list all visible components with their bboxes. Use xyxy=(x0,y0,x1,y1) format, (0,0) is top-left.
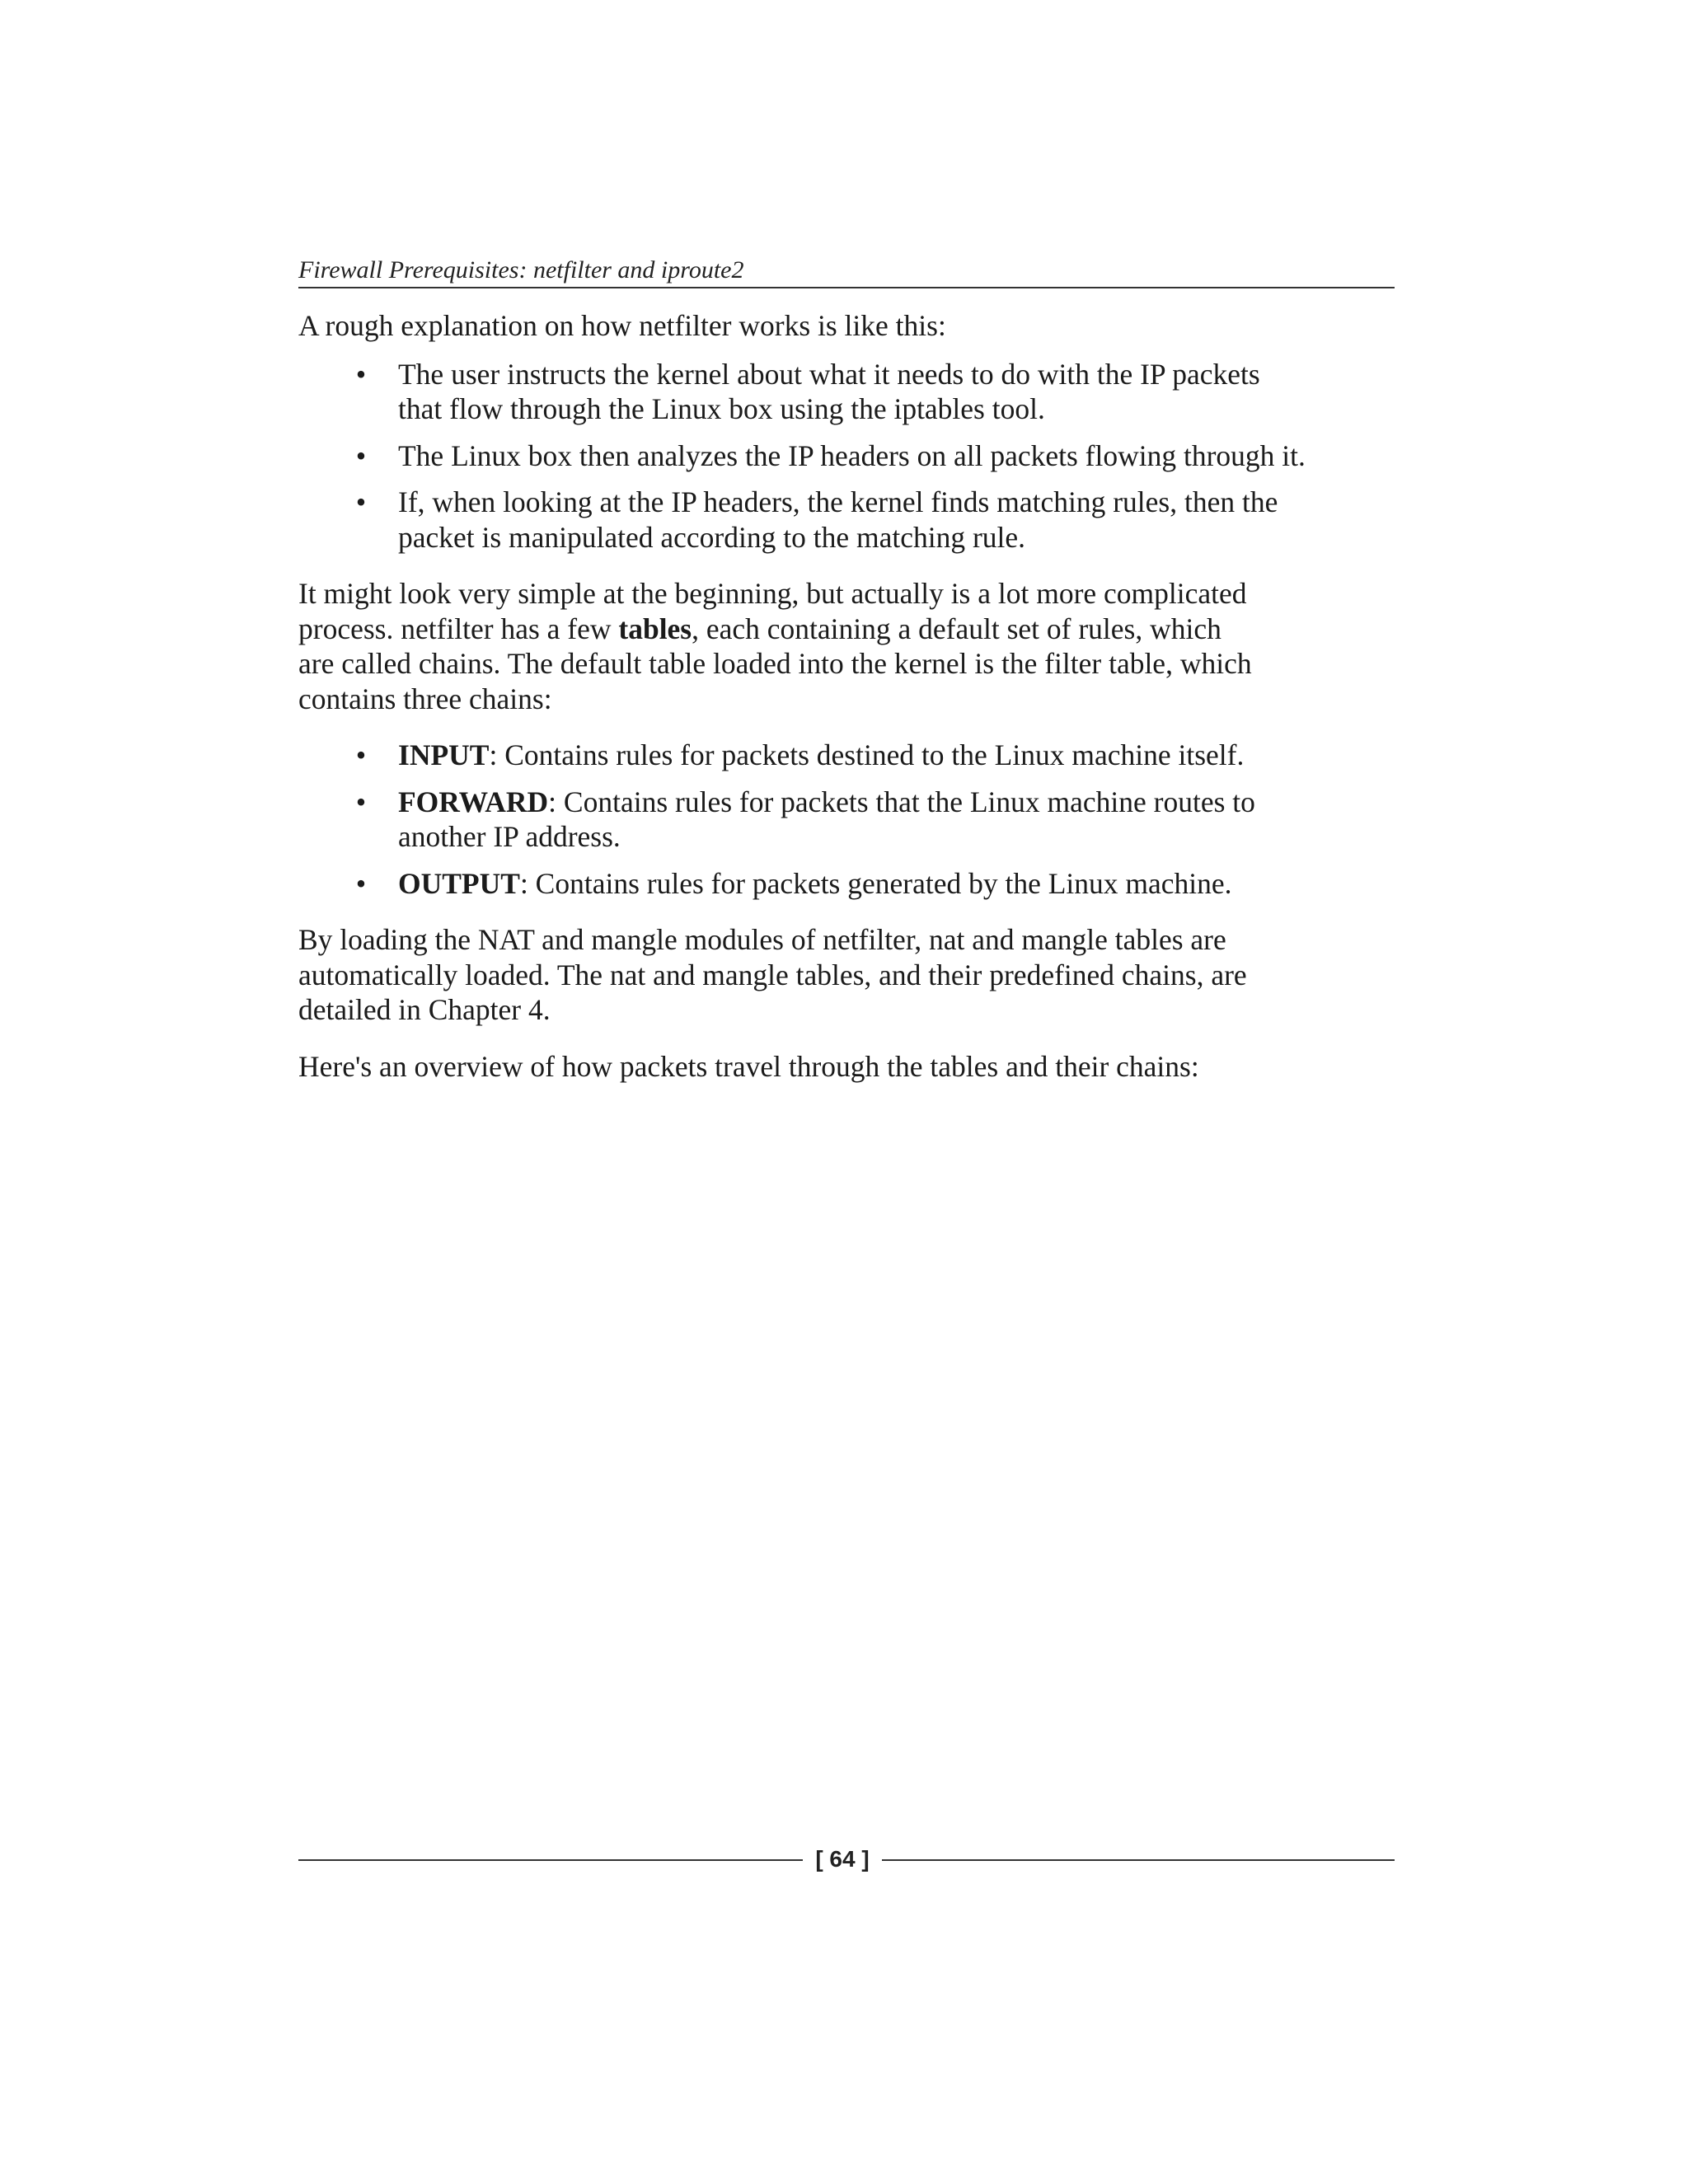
paragraph-text: process. netfilter has a few xyxy=(298,612,619,645)
footer-rule-left xyxy=(298,1859,803,1861)
paragraph-line: detailed in Chapter 4. xyxy=(298,993,551,1026)
bullet-icon: • xyxy=(355,357,367,391)
page-content xyxy=(298,255,1395,1084)
list-item-line: another IP address. xyxy=(398,820,621,853)
bullet-icon: • xyxy=(355,785,367,818)
chain-term: INPUT xyxy=(398,738,490,771)
nat-mangle-paragraph xyxy=(298,922,1395,1028)
footer-rule-right xyxy=(882,1859,1395,1861)
page-footer xyxy=(298,1843,1395,1876)
overview-paragraph: Here's an overview of how packets travel through the tables and their chains: xyxy=(298,1049,1199,1083)
bullet-icon: • xyxy=(355,738,367,771)
paragraph-text: , each containing a default set of rules, which xyxy=(692,612,1221,645)
list-item-line xyxy=(398,738,1395,773)
list-item-line: that flow through the Linux box using the iptables tool. xyxy=(398,392,1045,425)
intro-paragraph: A rough explanation on how netfilter works is like this: xyxy=(298,309,946,342)
list-item-line: The user instructs the kernel about what it needs to do with the IP packets xyxy=(398,357,1260,391)
tables-paragraph xyxy=(298,576,1395,716)
bullet-icon: • xyxy=(355,866,367,900)
list-item xyxy=(298,485,1395,555)
filter-chains-list xyxy=(298,738,1395,901)
paragraph-line: It might look very simple at the beginning, but actually is a lot more complicated xyxy=(298,577,1247,610)
paragraph-line: are called chains. The default table loaded into the kernel is the filter table, which xyxy=(298,647,1252,680)
chain-term: FORWARD xyxy=(398,785,549,818)
list-item xyxy=(298,785,1395,855)
running-head: Firewall Prerequisites: netfilter and iproute2 xyxy=(298,255,1395,288)
list-item xyxy=(298,738,1395,773)
chain-term: OUTPUT xyxy=(398,866,520,900)
list-item-line xyxy=(398,785,1395,820)
paragraph-line xyxy=(298,612,1395,647)
list-item xyxy=(298,866,1395,902)
how-netfilter-works-list xyxy=(298,357,1395,555)
list-item xyxy=(298,357,1395,427)
page-number: [ 64 ] xyxy=(815,1846,870,1872)
chain-description: : Contains rules for packets that the Linux machine routes to xyxy=(548,785,1255,818)
list-item xyxy=(298,438,1395,474)
bold-term-tables: tables xyxy=(618,612,692,645)
bullet-icon: • xyxy=(355,485,367,518)
paragraph-line: contains three chains: xyxy=(298,682,552,715)
list-item-line: If, when looking at the IP headers, the kernel finds matching rules, then the xyxy=(398,485,1278,518)
paragraph-line: automatically loaded. The nat and mangle tables, and their predefined chains, are xyxy=(298,958,1247,991)
paragraph-line: By loading the NAT and mangle modules of netfilter, nat and mangle tables are xyxy=(298,923,1226,956)
chain-description: : Contains rules for packets destined to the Linux machine itself. xyxy=(489,738,1245,771)
list-item-line xyxy=(398,866,1395,902)
list-item-line: The Linux box then analyzes the IP headers on all packets flowing through it. xyxy=(398,438,1306,472)
chain-description: : Contains rules for packets generated by the Linux machine. xyxy=(519,866,1232,900)
bullet-icon: • xyxy=(355,438,367,472)
list-item-line: packet is manipulated according to the matching rule. xyxy=(398,520,1026,554)
